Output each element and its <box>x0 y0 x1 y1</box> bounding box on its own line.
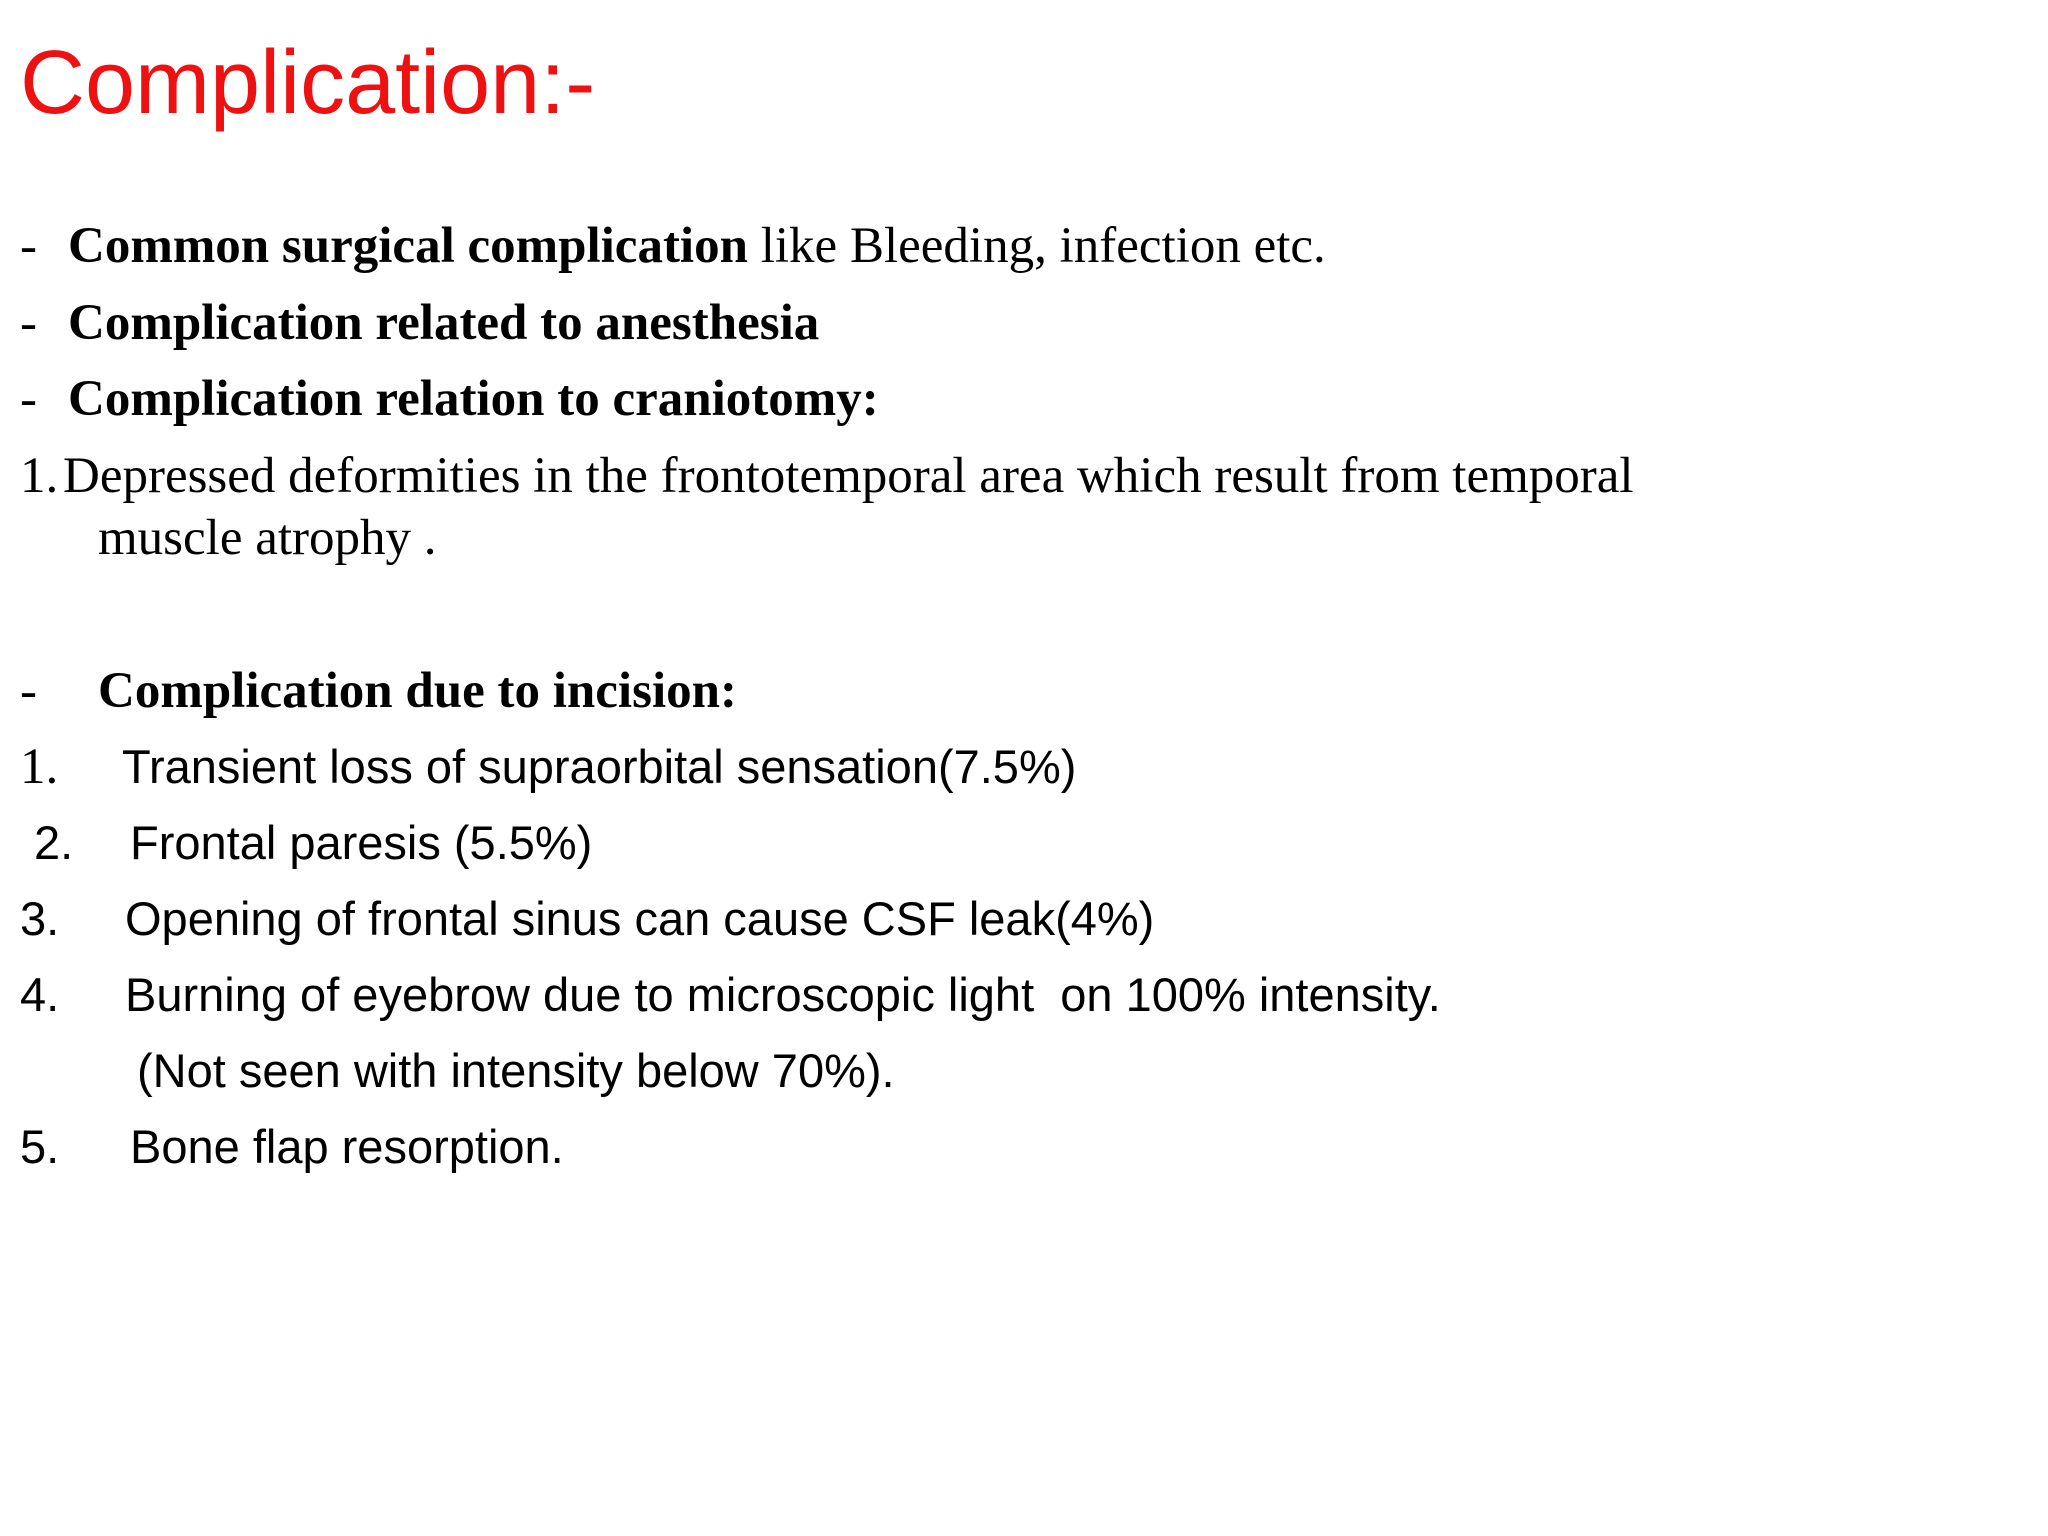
bullet-bold-text: Common surgical complication <box>68 218 748 274</box>
item-number: 5. <box>20 1120 60 1173</box>
item-text: Opening of frontal sinus can cause CSF leak(4%) <box>125 892 1155 945</box>
item-number: 2. <box>34 816 74 869</box>
bullet-marker: - <box>20 371 37 427</box>
item-number: 1. <box>20 448 59 504</box>
item-number: 1. <box>20 739 59 795</box>
slide-title: Complication:- <box>20 33 596 133</box>
item-number: 3. <box>20 892 60 945</box>
bullet-rest-text: like Bleeding, infection etc. <box>747 218 1326 274</box>
item-text: Burning of eyebrow due to microscopic light on 100% intensity. <box>125 968 1441 1021</box>
bullet-marker: - <box>20 663 37 719</box>
bullet-marker: - <box>20 295 37 351</box>
bullet-marker: - <box>20 218 37 274</box>
item-text-continuation: (Not seen with intensity below 70%). <box>137 1044 895 1097</box>
bullet-bold-text: Complication due to incision: <box>98 663 737 719</box>
bullet-bold-text: Complication related to anesthesia <box>68 295 820 351</box>
bullet-bold-text: Complication relation to craniotomy: <box>68 371 879 427</box>
bullet-text <box>68 211 1326 281</box>
item-number: 4. <box>20 968 60 1021</box>
item-text: Transient loss of supraorbital sensation(7.5%) <box>122 740 1077 793</box>
item-text: Depressed deformities in the frontotemporal area which result from temporal <box>63 448 1634 504</box>
item-text: Frontal paresis (5.5%) <box>130 816 593 869</box>
item-text: Bone flap resorption. <box>130 1120 564 1173</box>
item-text-continuation: muscle atrophy . <box>98 510 437 566</box>
